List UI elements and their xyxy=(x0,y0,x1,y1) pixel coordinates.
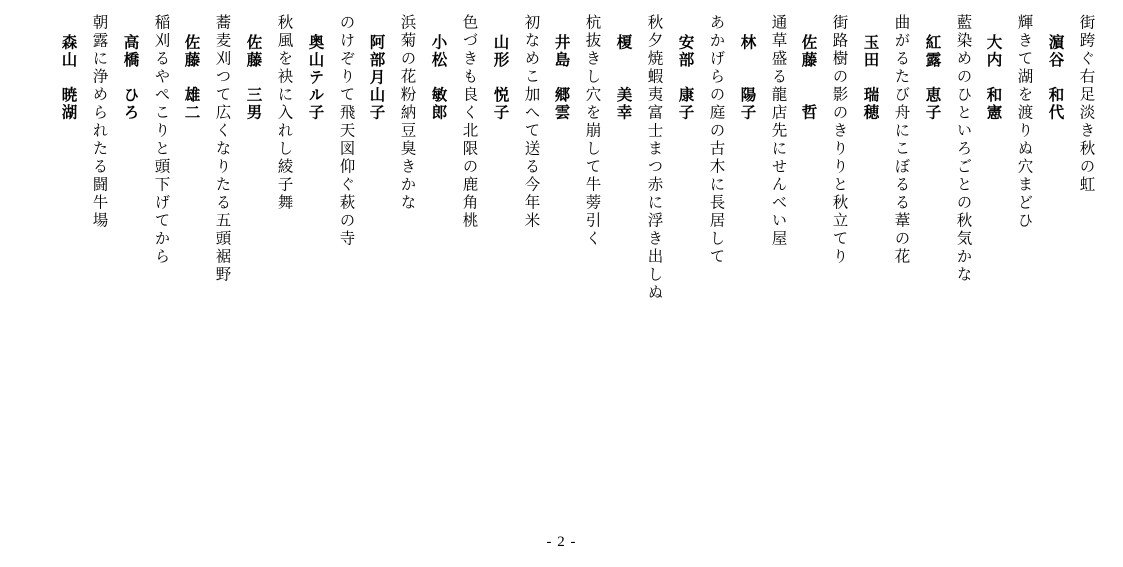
haiku-text: のけぞりて飛天図仰ぐ萩の寺 xyxy=(337,14,356,248)
haiku-entry xyxy=(736,0,798,520)
haiku-text: 色づきも良く北限の鹿角桃 xyxy=(460,14,479,230)
haiku-text: 朝露に浄められたる闘牛場 xyxy=(90,14,109,230)
haiku-text: 杭抜きし穴を崩して牛蒡引く xyxy=(583,14,602,248)
haiku-text: 秋夕焼蝦夷富士まつ赤に浮き出しぬ xyxy=(645,14,664,302)
haiku-entry xyxy=(550,0,612,520)
haiku-text: 曲がるたび舟にこぼるる葦の花 xyxy=(892,14,911,266)
haiku-text: 通草盛る龍店先にせんべい屋 xyxy=(769,14,788,248)
haiku-entry xyxy=(921,0,983,520)
author-name: 紅露 恵子 xyxy=(923,34,942,122)
haiku-entry xyxy=(1044,0,1106,520)
haiku-text: 藍染めのひといろごとの秋気かな xyxy=(954,14,973,284)
haiku-text: 初なめこ加へて送る今年米 xyxy=(522,14,541,230)
author-name: 奥山テル子 xyxy=(306,34,325,122)
haiku-entry xyxy=(489,0,551,520)
haiku-text: 街跨ぐ右足淡き秋の虹 xyxy=(1077,14,1096,194)
author-name: 榎 美幸 xyxy=(614,34,633,122)
haiku-entry xyxy=(180,0,242,520)
haiku-text: 浜菊の花粉納豆臭きかな xyxy=(398,14,417,212)
haiku-entry xyxy=(57,0,119,520)
haiku-entry xyxy=(119,0,181,520)
page-number: - 2 - xyxy=(546,534,577,550)
haiku-entry xyxy=(982,0,1044,520)
author-name: 林 陽子 xyxy=(738,34,757,122)
haiku-entry xyxy=(612,0,674,520)
author-name: 井島 郷雲 xyxy=(552,34,571,122)
author-name: 佐藤 三男 xyxy=(244,34,263,122)
haiku-entry xyxy=(797,0,859,520)
author-name: 佐藤 哲 xyxy=(799,34,818,122)
haiku-entry xyxy=(859,0,921,520)
haiku-entry xyxy=(674,0,736,520)
author-name: 玉田 瑞穂 xyxy=(861,34,880,122)
author-name: 小松 敏郎 xyxy=(429,34,448,122)
haiku-entry xyxy=(427,0,489,520)
author-name: 大内 和憲 xyxy=(984,34,1003,122)
haiku-text: 秋風を袂に入れし綾子舞 xyxy=(275,14,294,212)
haiku-entry xyxy=(242,0,304,520)
author-name: 高橋 ひろ xyxy=(121,34,140,122)
author-name: 山形 悦子 xyxy=(491,34,510,122)
author-name: 濵谷 和代 xyxy=(1046,34,1065,122)
haiku-text: 稲刈るやぺこりと頭下げてから xyxy=(152,14,171,266)
haiku-text: あかげらの庭の古木に長居して xyxy=(707,14,726,266)
author-name: 佐藤 雄二 xyxy=(182,34,201,122)
author-name: 森山 暁湖 xyxy=(59,34,78,122)
haiku-text: 街路樹の影のきりりと秋立てり xyxy=(830,14,849,266)
haiku-entry xyxy=(365,0,427,520)
haiku-text: 輝きて湖を渡りぬ穴まどひ xyxy=(1015,14,1034,230)
author-name: 阿部月山子 xyxy=(367,34,386,122)
haiku-entry xyxy=(304,0,366,520)
author-name: 安部 康子 xyxy=(676,34,695,122)
haiku-text: 蕎麦刈つて広くなりたる五頭裾野 xyxy=(213,14,232,284)
